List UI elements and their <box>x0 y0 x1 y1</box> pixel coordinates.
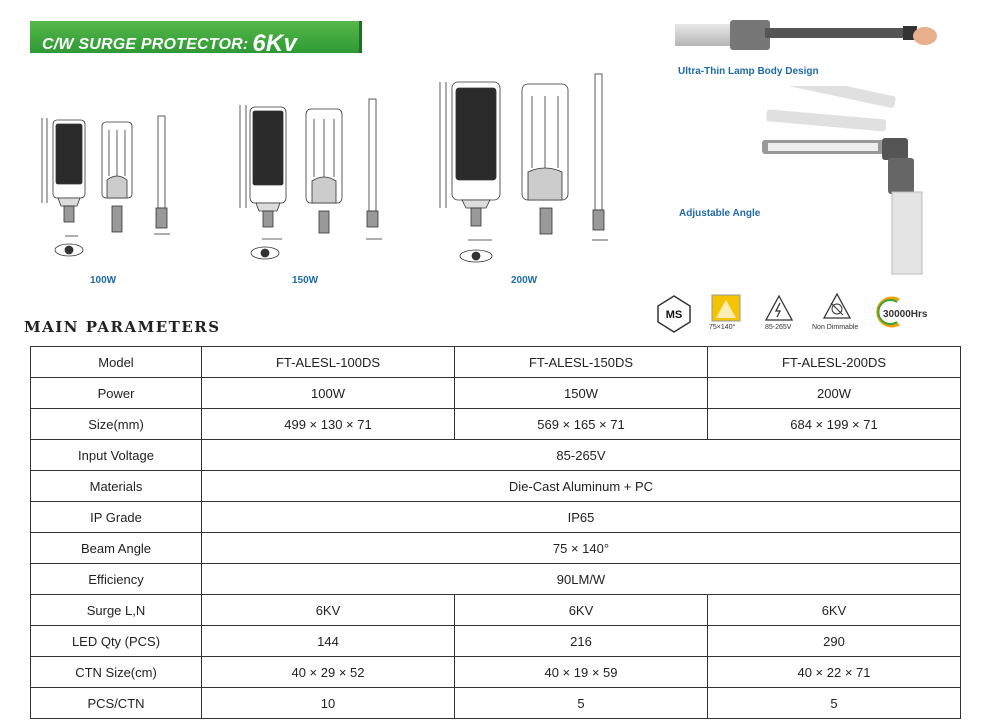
table-row <box>31 533 961 564</box>
caption-200w: 200W <box>511 275 538 286</box>
table-cell: Input Voltage <box>31 440 202 471</box>
table-cell: 90LM/W <box>202 564 961 595</box>
table-cell: 569 × 165 × 71 <box>455 409 708 440</box>
table-cell: 85-265V <box>202 440 961 471</box>
table-row <box>31 409 961 440</box>
table-cell: Surge L,N <box>31 595 202 626</box>
main-parameters-heading: MAIN PARAMETERS <box>24 318 221 336</box>
table-cell: 499 × 130 × 71 <box>202 409 455 440</box>
table-cell: 40 × 29 × 52 <box>202 657 455 688</box>
table-row <box>31 626 961 657</box>
table-cell: 40 × 22 × 71 <box>708 657 961 688</box>
table-cell: 144 <box>202 626 455 657</box>
beam-angle-label: 75×140° <box>709 324 736 331</box>
non-dimmable-icon <box>822 292 852 320</box>
table-row <box>31 471 961 502</box>
table-cell: 150W <box>455 378 708 409</box>
table-cell: PCS/CTN <box>31 688 202 719</box>
table-cell: 6KV <box>202 595 455 626</box>
table-cell: FT-ALESL-200DS <box>708 347 961 378</box>
caption-100w: 100W <box>90 275 117 286</box>
lifespan-label: 30000Hrs <box>883 309 928 320</box>
table-cell: IP Grade <box>31 502 202 533</box>
table-cell: FT-ALESL-150DS <box>455 347 708 378</box>
drawing-200w <box>436 68 616 273</box>
drawing-100w <box>30 108 180 268</box>
table-row <box>31 502 961 533</box>
voltage-label: 85-265V <box>765 324 792 331</box>
table-row <box>31 347 961 378</box>
table-cell: Size(mm) <box>31 409 202 440</box>
banner-prefix: C/W SURGE PROTECTOR: <box>42 36 249 53</box>
table-cell: CTN Size(cm) <box>31 657 202 688</box>
table-cell: 5 <box>708 688 961 719</box>
table-cell: 290 <box>708 626 961 657</box>
parameters-table <box>30 346 961 719</box>
table-cell: 6KV <box>708 595 961 626</box>
table-cell: 40 × 19 × 59 <box>455 657 708 688</box>
table-row <box>31 688 961 719</box>
table-cell: 200W <box>708 378 961 409</box>
table-cell: 100W <box>202 378 455 409</box>
table-cell: FT-ALESL-100DS <box>202 347 455 378</box>
banner-title <box>42 28 297 56</box>
table-cell: 75 × 140° <box>202 533 961 564</box>
table-cell: 684 × 199 × 71 <box>708 409 961 440</box>
table-cell: 10 <box>202 688 455 719</box>
table-cell: Model <box>31 347 202 378</box>
ms-badge-text: MS <box>665 309 683 321</box>
ultra-thin-lamp-photo <box>675 14 945 64</box>
table-cell: 5 <box>455 688 708 719</box>
table-row <box>31 595 961 626</box>
caption-ultra-thin: Ultra-Thin Lamp Body Design <box>678 66 819 77</box>
table-cell: Efficiency <box>31 564 202 595</box>
banner-highlight: 6Kv <box>252 30 298 57</box>
table-row <box>31 440 961 471</box>
voltage-icon <box>764 294 794 322</box>
table-row <box>31 564 961 595</box>
ms-badge-icon <box>654 294 694 334</box>
table-cell: IP65 <box>202 502 961 533</box>
table-cell: 6KV <box>455 595 708 626</box>
table-row <box>31 657 961 688</box>
caption-150w: 150W <box>292 275 319 286</box>
table-cell: Die-Cast Aluminum + PC <box>202 471 961 502</box>
table-cell: Materials <box>31 471 202 502</box>
table-cell: LED Qty (PCS) <box>31 626 202 657</box>
adjustable-angle-photo <box>760 86 930 276</box>
drawing-150w <box>232 93 392 273</box>
table-cell: Beam Angle <box>31 533 202 564</box>
table-row <box>31 378 961 409</box>
surge-protector-banner <box>30 21 362 57</box>
caption-adjustable-angle: Adjustable Angle <box>679 208 761 219</box>
beam-angle-icon <box>711 294 741 322</box>
table-cell: Power <box>31 378 202 409</box>
non-dimmable-label: Non Dimmable <box>812 324 859 331</box>
table-cell: 216 <box>455 626 708 657</box>
